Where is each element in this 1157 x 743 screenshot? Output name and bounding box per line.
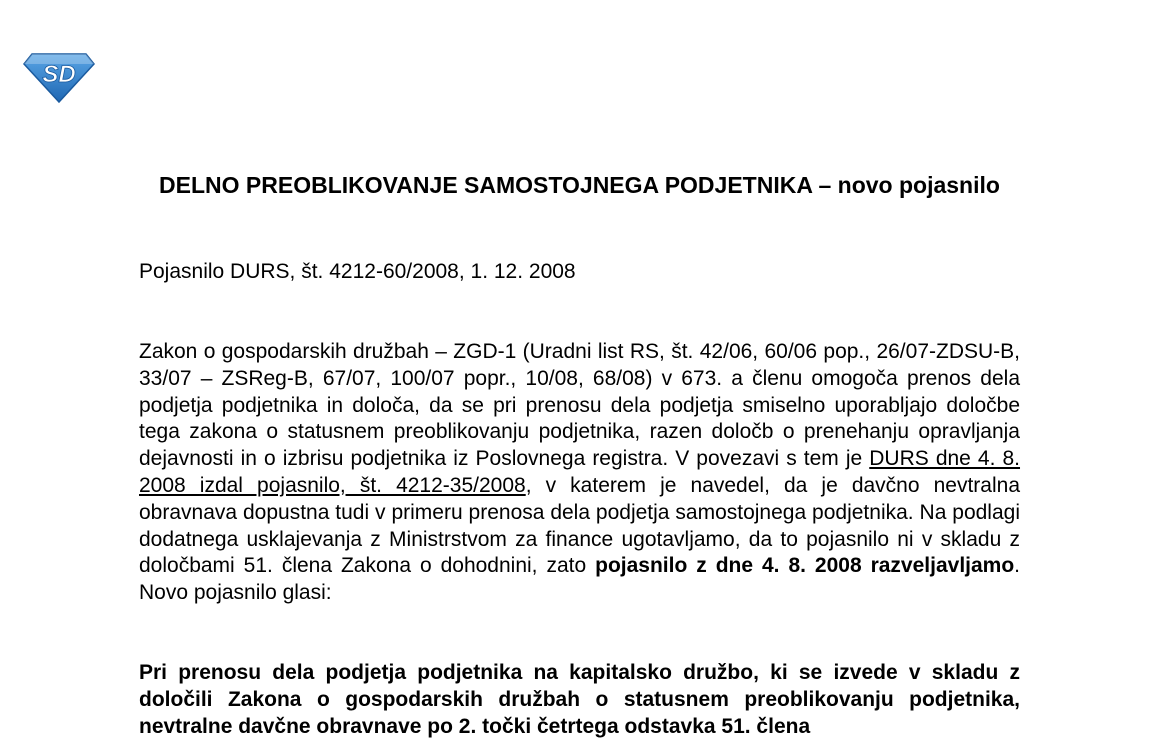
bold-paragraph: Pri prenosu dela podjetja podjetnika na kapitalsko družbo, ki se izvede v skladu z določili Zakona o gospodarskih družbah o statusnem preoblikovanju podjetnika, nevtralne davčne obravnave po 2. točki četrtega odstavka 51. člena: [139, 661, 1020, 738]
body-paragraph: [139, 339, 1020, 607]
document-title: DELNO PREOBLIKOVANJE SAMOSTOJNEGA PODJETNIKA – novo pojasnilo: [159, 172, 1000, 198]
document-subtitle: Pojasnilo DURS, št. 4212-60/2008, 1. 12. 2008: [139, 260, 576, 283]
sd-company-logo-icon: [22, 50, 96, 104]
paragraph-text: , v katerem je navedel, da je davčno nevtralna obravnava dopustna tudi v primeru prenosa dela podjetja samostojnega podjetnika. Na podlagi dodatnega usklajevanja z Ministrstvom za finance ugotavljamo, da to pojasnilo ni v skladu z določbami 51. člena Zakona o dohodnini, zato: [139, 473, 1020, 578]
logo-text: SD: [42, 61, 76, 88]
reference-link[interactable]: DURS dne 4. 8. 2008 izdal pojasnilo, št. 4212-35/2008: [139, 447, 1021, 497]
paragraph-text: Zakon o gospodarskih družbah – ZGD-1 (Uradni list RS, št. 42/06, 60/06 pop., 26/07-ZDSU-B, 33/07 – ZSReg-B, 67/07, 100/07 popr., 10/08, 68/08) v 673. a členu omogoča prenos dela podjetja podjetnika in določa, da se pri prenosu dela podjetja smiselno uporabljajo določbe tega zakona o statusnem preoblikovanju podjetnika, razen določb o prenehanju opravljanja dejavnosti in o izbrisu podjetnika iz Poslovnega registra. V povezavi s tem je: [139, 340, 1020, 471]
paragraph-text: . Novo pojasnilo glasi:: [139, 554, 1021, 605]
paragraph-bold-text: pojasnilo z dne 4. 8. 2008 razveljavljamo: [595, 554, 1015, 578]
